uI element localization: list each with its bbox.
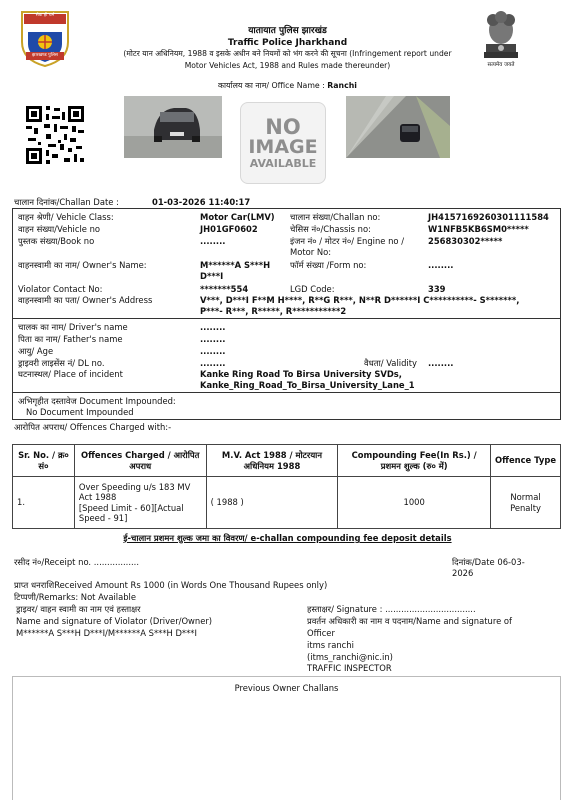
row-type-line1: Normal: [510, 492, 541, 502]
challan-no-label: चालान संख्या/Challan no:: [290, 212, 381, 222]
dl-no-label: ड्राइवरी लाइसेंस नं/ DL no.: [18, 358, 105, 368]
no-image-text-1: NO: [265, 115, 301, 140]
challan-date-value: 01-03-2026 11:40:17: [152, 197, 251, 207]
row-offence-line3: [Speed Limit - 60][Actual: [78, 502, 184, 513]
office-value: Ranchi: [327, 81, 357, 90]
owner-name-value: M******A S***H: [200, 260, 271, 270]
officer-email: (itms_ranchi@nic.in): [307, 652, 393, 662]
book-no-label: पुस्तक संख्या/Book no: [18, 236, 95, 246]
impounded-label: अभिगृहीत दस्तावेज Document Impounded:: [18, 396, 176, 406]
father-name-label: पिता का नाम/ Father's name: [18, 334, 123, 344]
previous-challans-title: Previous Owner Challans: [234, 683, 339, 693]
owner-address-value-2: P***- R***, R*****, R***********2: [200, 306, 347, 316]
previous-challans-box: [12, 676, 561, 800]
header-title: Traffic Police Jharkhand: [227, 38, 348, 48]
form-no-value: ........: [428, 260, 454, 270]
place-value: Kanke Ring Road To Birsa University SVDs,: [200, 369, 402, 379]
no-image-placeholder: [240, 102, 326, 184]
row-fee: 1000: [338, 477, 491, 529]
deposit-date-2: 2026: [452, 568, 474, 578]
engine-no-label-2: Motor No:: [290, 247, 332, 257]
col-mv-act: M.V. Act 1988 / मोटरयान अधिनियम 1988: [206, 445, 338, 477]
place-label: घटनास्थल/ Place of incident: [18, 369, 123, 379]
col-fee: Compounding Fee(In Rs.) / प्रशमन शुल्क (रु० में): [338, 445, 491, 477]
deposit-date: दिनांक/Date 06-03-: [452, 557, 525, 567]
chassis-no-value: W1NFB5KB6SM0*****: [428, 224, 529, 234]
contact-label: Violator Contact No:: [18, 284, 103, 294]
row-offence-line1: Over Speeding u/s 183 MV: [78, 481, 191, 492]
challan-date-label: चालान दिनांक/Challan Date :: [14, 197, 119, 207]
owner-name-label: वाहनस्वामी का नाम/ Owner's Name:: [18, 260, 147, 270]
col-offence: Offences Charged / आरोपित अपराध: [74, 445, 206, 477]
officer-signature: हस्ताक्षर/ Signature : ..................................: [307, 604, 476, 614]
violator-sign-label-en: Name and signature of Violator (Driver/Owner): [16, 616, 213, 626]
received-amount: प्राप्त धनराशिReceived Amount Rs 1000 (in Words One Thousand Rupees only): [14, 580, 328, 590]
offences-label: आरोपित अपराध/ Offences Charged with:-: [14, 422, 172, 432]
row-sr: 1.: [13, 477, 75, 529]
father-name-value: ........: [200, 334, 226, 344]
violator-sign-label: ड्राइवर/ वाहन स्वामी का नाम एवं हस्ताक्षर: [16, 604, 141, 614]
owner-address-label: वाहनस्वामी का पता/ Owner's Address: [18, 295, 153, 305]
emblem-caption: सत्यमेव जयते: [487, 62, 515, 68]
vehicle-no-label: वाहन संख्या/Vehicle no: [18, 224, 101, 234]
engine-no-label: इंजन नं० / मोटर नं०/ Engine no /: [290, 236, 405, 246]
driver-name-label: चालक का नाम/ Driver's name: [18, 322, 128, 332]
header-subtitle-line2: Motor Vehicles Act, 1988 and Rules made thereunder): [184, 61, 391, 70]
logo-top-text: सेवा ही धर्म: [35, 13, 55, 18]
officer-sign-label-2: Officer: [307, 628, 335, 638]
chassis-no-label: चेसिस नं०/Chassis no:: [290, 224, 371, 234]
validity-label: वैधता/ Validity: [364, 358, 417, 368]
challan-no-value: JH4157169260301111584: [428, 212, 549, 222]
no-image-text-3: AVAILABLE: [249, 157, 317, 171]
validity-value: ........: [428, 358, 454, 368]
header-title-hindi: यातायात पुलिस झारखंड: [248, 26, 327, 36]
owner-address-value: V***, D***I F**M H****, R**G R***, N**R D******I C**********- S*******,: [200, 295, 520, 305]
form-no-label: फॉर्म संख्या /Form no:: [290, 260, 367, 270]
deposit-title: ई-चालान प्रशमन शुल्क जमा का विवरण/ e-challan compounding fee deposit details: [123, 533, 452, 543]
vehicle-photo-2: [346, 96, 450, 158]
officer-designation: TRAFFIC INSPECTOR: [307, 663, 392, 673]
officer-sign-label: प्रवर्तन अधिकारी का नाम व पदनाम/Name and signature of: [307, 616, 512, 626]
place-value-2: Kanke_Ring_Road_To_Birsa_University_Lane_1: [200, 380, 415, 390]
receipt-no: रसीद नं०/Receipt no. .................: [14, 557, 139, 567]
lgd-code-value: 339: [428, 284, 446, 294]
logo-bottom-text: झारखण्ड पुलिस: [32, 53, 58, 58]
contact-value: *******554: [200, 284, 249, 294]
remarks: टिप्पणी/Remarks: Not Available: [14, 592, 137, 602]
vehicle-class-value: Motor Car(LMV): [200, 212, 275, 222]
header-subtitle-line1: (मोटर यान अधिनियम, 1988 व इसके अधीन बने नियमों को भंग करने की सूचना (Infringement report under: [123, 49, 452, 58]
col-sr-no: Sr. No. / क्र० सं०: [13, 445, 75, 477]
offences-table: [12, 444, 561, 529]
col-offence-type: Offence Type: [491, 445, 561, 477]
office-label: कार्यालय का नाम/ Office Name :: [218, 81, 328, 90]
owner-name-value-2: D***I: [200, 271, 224, 281]
vehicle-photo-1: [124, 96, 222, 158]
book-no-value: ........: [200, 236, 226, 246]
row-act: ( 1988 ): [206, 477, 338, 529]
row-offence-line4: Speed - 91]: [78, 513, 128, 523]
driver-name-value: ........: [200, 322, 226, 332]
lgd-code-label: LGD Code:: [290, 284, 335, 294]
office-name: [150, 81, 425, 91]
vehicle-no-value: JH01GF0602: [200, 224, 258, 234]
impounded-value: No Document Impounded: [26, 407, 134, 417]
row-offence-line2: Act 1988: [78, 492, 117, 502]
engine-no-value: 256830302*****: [428, 236, 503, 246]
vehicle-class-label: वाहन श्रेणी/ Vehicle Class:: [18, 212, 114, 222]
no-image-text-2: IMAGE: [248, 136, 318, 159]
qr-code: [24, 104, 86, 166]
police-logo: [18, 8, 72, 68]
table-row: [13, 477, 561, 529]
dl-no-value: ........: [200, 358, 226, 368]
officer-name: itms ranchi: [307, 640, 354, 650]
row-offence: [74, 477, 206, 529]
age-label: आयु/ Age: [18, 346, 54, 356]
row-type: [491, 477, 561, 529]
violator-name: M******A S***H D***I/M******A S***H D***I: [16, 628, 197, 638]
row-type-line2: Penalty: [510, 502, 541, 513]
age-value: ........: [200, 346, 226, 356]
national-emblem: [478, 8, 524, 70]
